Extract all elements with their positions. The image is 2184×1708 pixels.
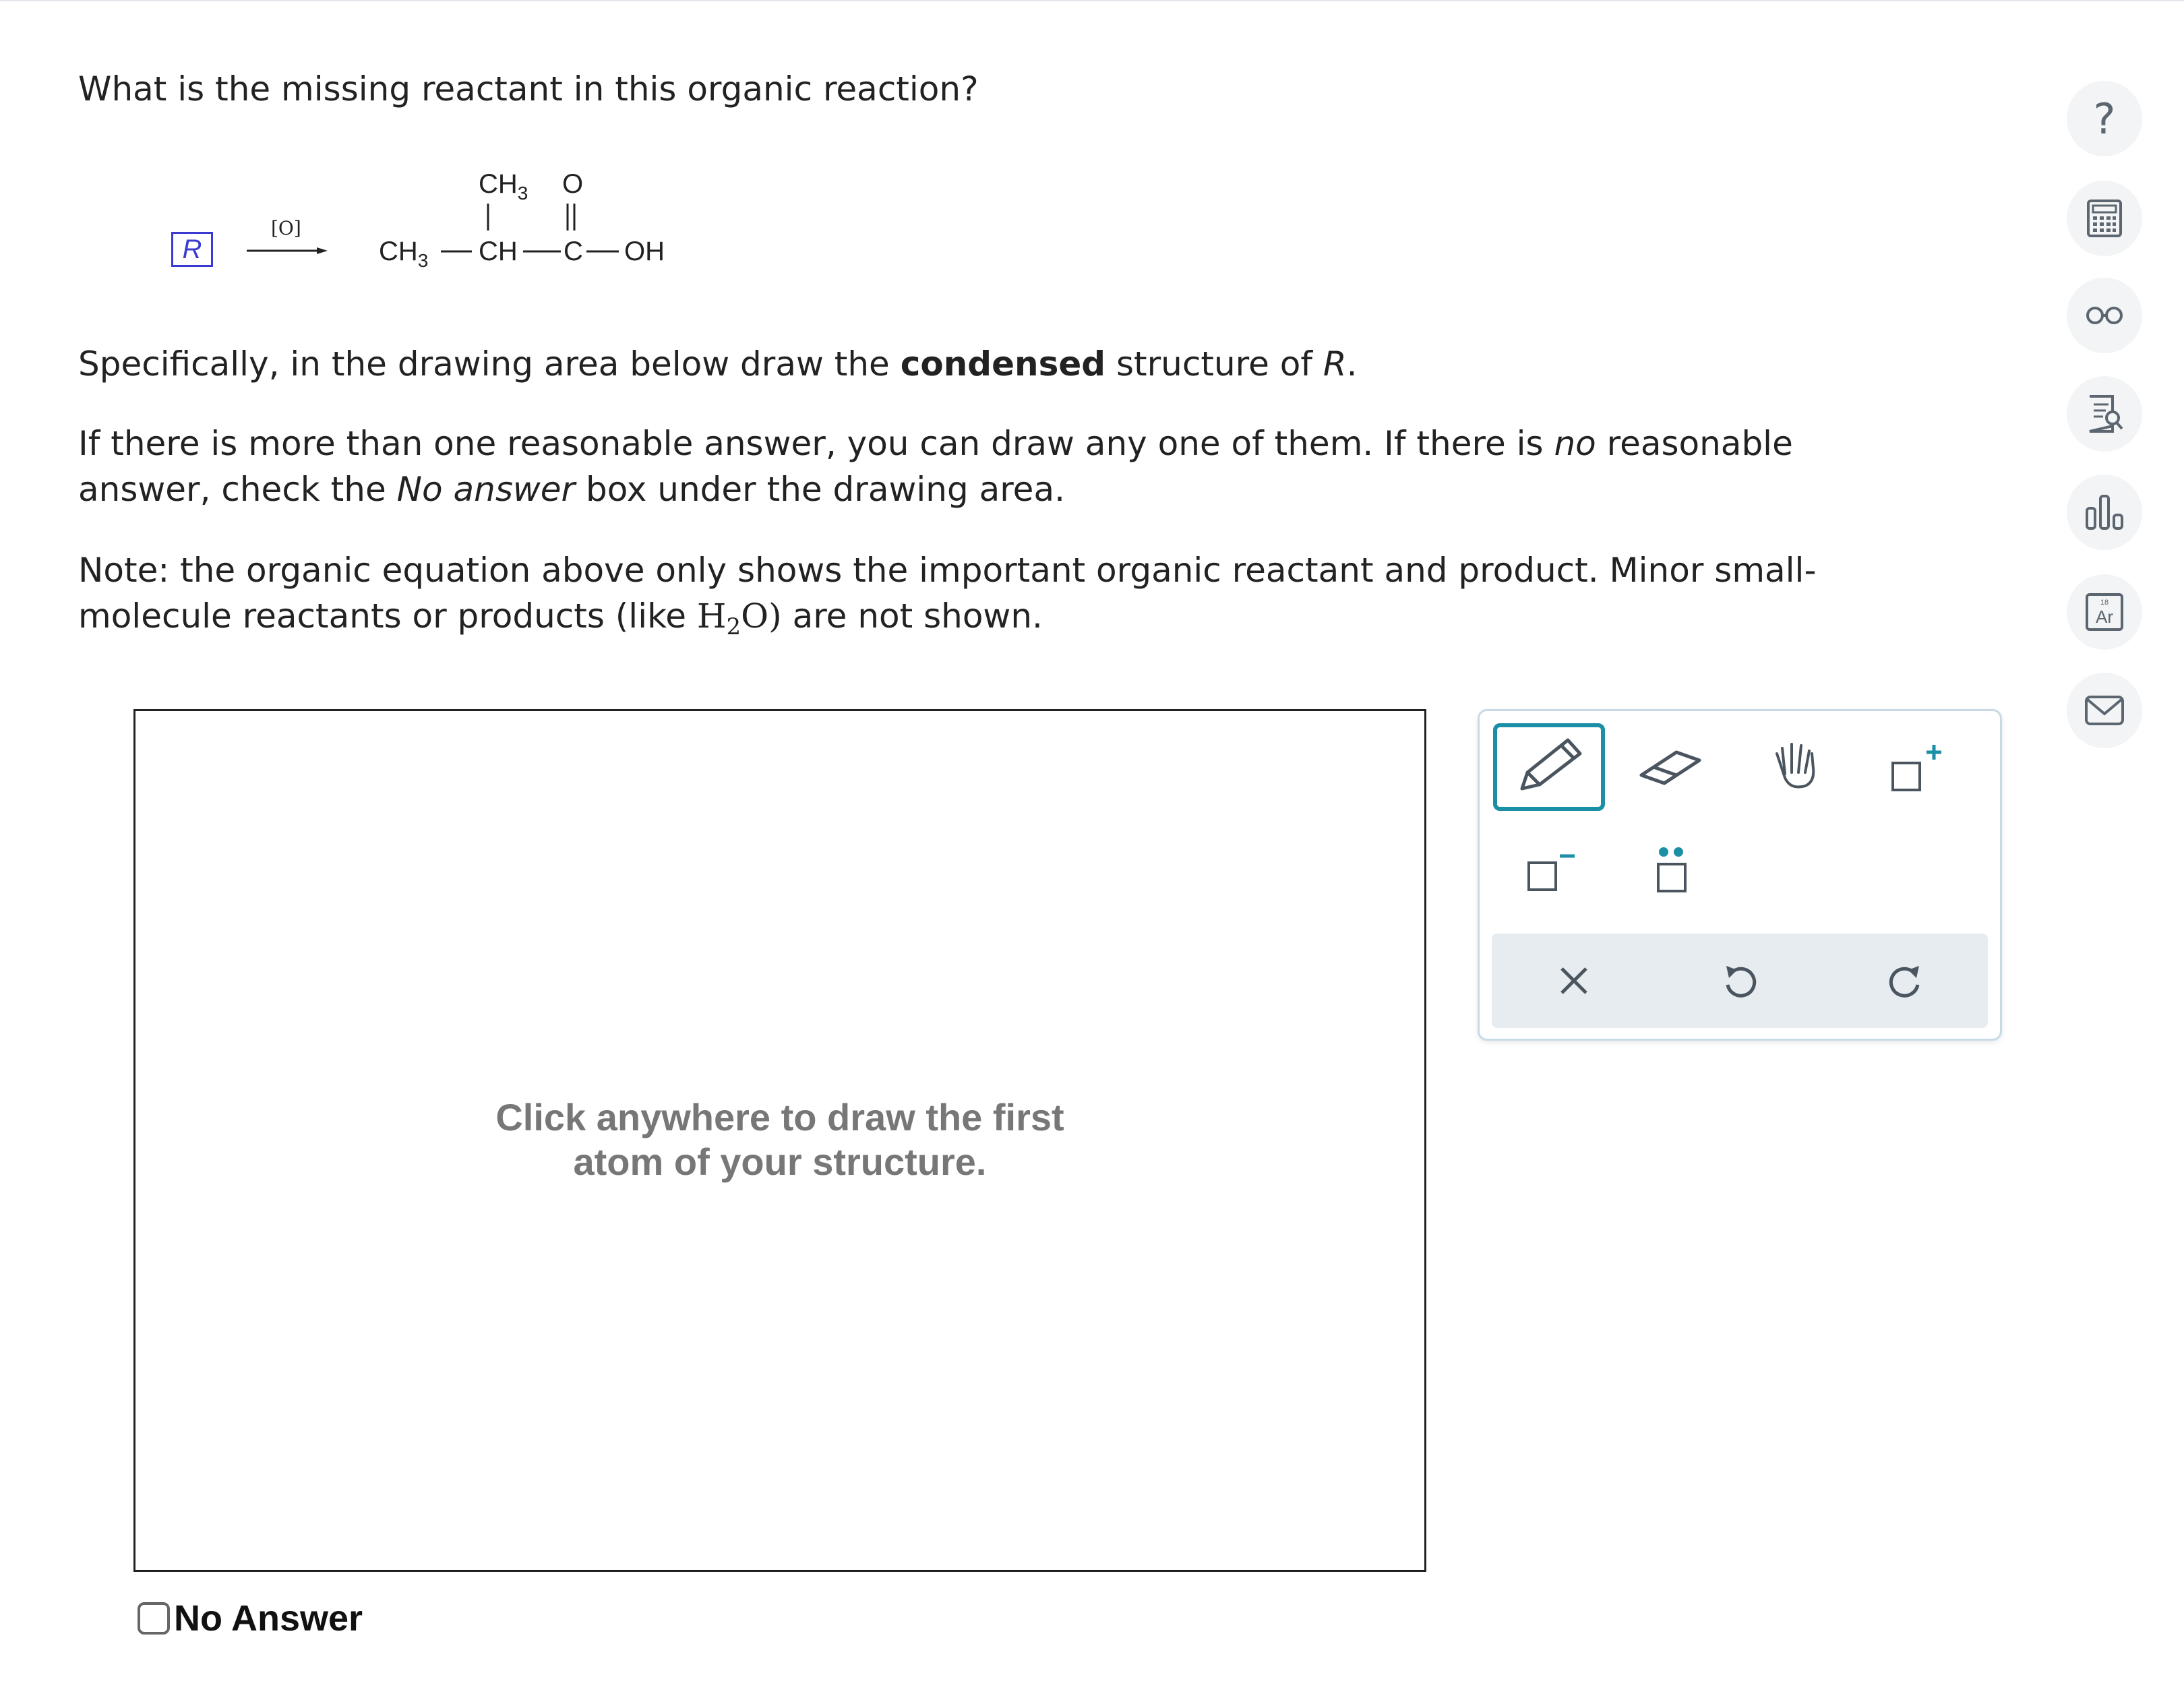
add-positive-charge-icon	[1879, 733, 1947, 801]
ch3-left: CH	[379, 237, 418, 266]
mail-icon	[2083, 694, 2126, 727]
oh-group: OH	[624, 237, 665, 266]
glasses-icon	[2083, 302, 2126, 329]
svg-text:Ar: Ar	[2096, 607, 2113, 627]
calculator-button[interactable]	[2067, 181, 2142, 256]
reference-icon	[2083, 392, 2126, 435]
reagent-label: [O]	[271, 217, 301, 239]
eraser-tool[interactable]	[1614, 723, 1726, 811]
drawing-hint: Click anywhere to draw the first atom of your structure.	[495, 1096, 1064, 1183]
instruction-text: Specifically, in the drawing area below draw the condensed structure of R.	[78, 344, 1358, 384]
drawing-toolbar	[1478, 709, 2002, 1041]
drawing-area[interactable]	[133, 709, 1426, 1572]
positive-charge-tool[interactable]	[1857, 723, 1969, 811]
lone-pair-icon	[1637, 833, 1704, 901]
glasses-button[interactable]	[2067, 278, 2142, 353]
no-answer-checkbox[interactable]	[138, 1602, 170, 1635]
negative-charge-tool[interactable]	[1493, 823, 1605, 911]
mail-button[interactable]	[2067, 673, 2142, 748]
reference-button[interactable]	[2067, 376, 2142, 452]
add-negative-charge-icon	[1515, 833, 1583, 901]
pencil-icon	[1502, 733, 1596, 801]
carbonyl-oxygen: O	[562, 169, 584, 199]
product-structure	[371, 162, 688, 276]
undo-button[interactable]	[1699, 947, 1780, 1014]
undo-icon	[1720, 960, 1760, 1001]
clear-button[interactable]	[1534, 947, 1614, 1014]
svg-text:CH3: $CH_3$	[479, 169, 528, 204]
chart-icon	[2083, 491, 2126, 534]
hand-tool[interactable]	[1736, 723, 1848, 811]
periodic-table-icon	[2083, 590, 2126, 634]
help-icon: ?	[2093, 94, 2116, 144]
action-bar	[1492, 934, 1988, 1028]
ch3-top: CH	[479, 169, 518, 199]
help-button[interactable]	[2067, 81, 2142, 156]
hand-icon	[1758, 733, 1825, 801]
lone-pair-tool[interactable]	[1614, 823, 1726, 911]
question-title: What is the missing reactant in this organic reaction?	[78, 69, 979, 109]
no-answer-label: No Answer	[174, 1598, 363, 1639]
redo-button[interactable]	[1865, 947, 1946, 1014]
reaction-arrow	[247, 245, 328, 256]
svg-text:CH3: $CH_3$	[379, 237, 429, 271]
c-atom: C	[564, 237, 583, 266]
chart-button[interactable]	[2067, 475, 2142, 550]
note-text: Note: the organic equation above only shows the important organic reactant and product. Minor small-molecule reactants or products (like $H_2O$) are not shown.	[78, 551, 1817, 640]
pencil-tool[interactable]	[1493, 723, 1605, 811]
calculator-icon	[2083, 197, 2126, 240]
reactant-box: R	[171, 232, 213, 267]
no-answer-option[interactable]	[138, 1597, 363, 1639]
ch-atom: CH	[479, 237, 518, 266]
periodic-table-button[interactable]	[2067, 574, 2142, 650]
clear-icon	[1554, 960, 1594, 1001]
eraser-icon	[1633, 740, 1707, 794]
top-divider	[0, 0, 2184, 1]
svg-text:18: 18	[2100, 599, 2109, 607]
multiple-answer-text: If there is more than one reasonable answer, you can draw any one of them. If there is no reasonable answer, check the No answer box under the drawing area.	[78, 424, 1793, 509]
redo-icon	[1885, 960, 1926, 1001]
